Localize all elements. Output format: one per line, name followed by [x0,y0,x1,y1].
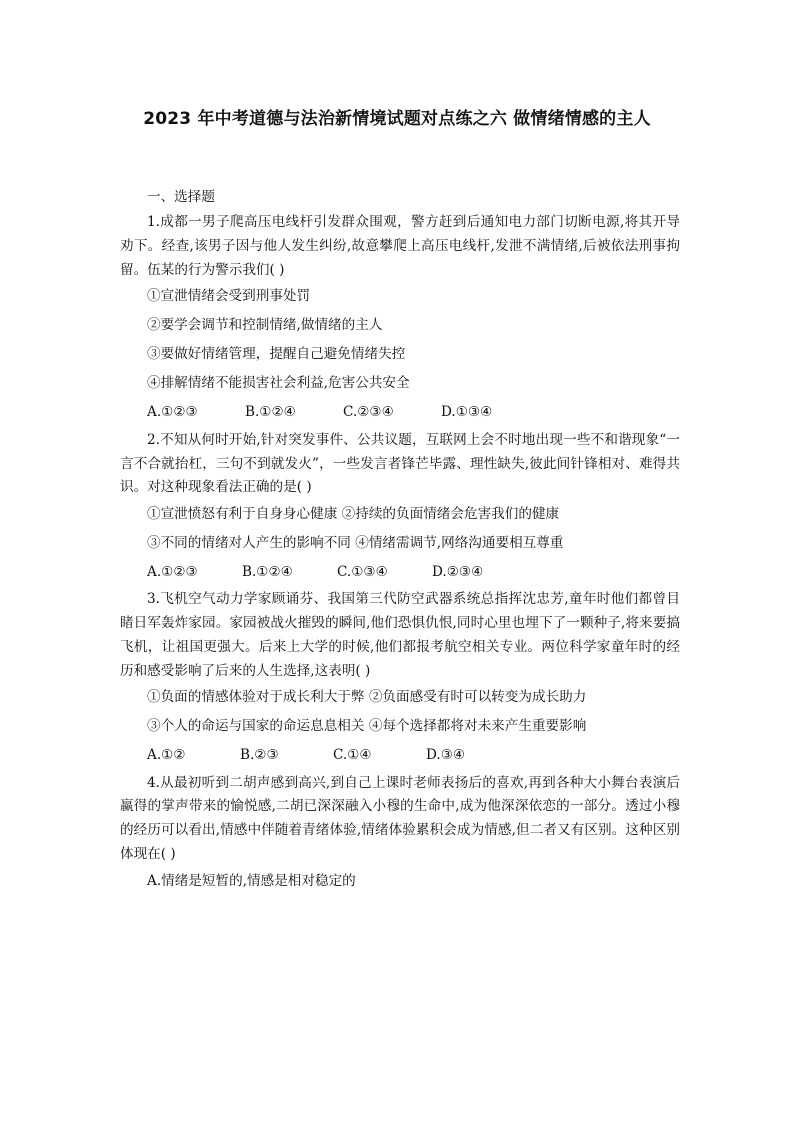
document-body [120,186,680,896]
question-stem: 3.飞机空气动力学家顾诵芬、我国第三代防空武器系统总指挥沈忠芳,童年时他们都曾目睹日军轰炸家园。家园被战火摧毁的瞬间,他们恐惧仇恨,同时心里也埋下了一颗种子,将来要搞飞机，让祖国更强大。后来上大学的时候,他们都报考航空相关专业。两位科学家童年时的经历和感受影响了后来的人生选择,这表明( ) [120,591,680,679]
statement: ①负面的情感体验对于成长利大于弊 ②负面感受有时可以转变为成长助力 [147,689,587,706]
statement: ②要学会调节和控制情绪,做情绪的主人 [147,317,383,334]
choice-a: A.情绪是短暂的,情感是相对稳定的 [147,872,356,889]
choice-b: B.①②④ [245,404,296,421]
statement: ④排解情绪不能损害社会利益,危害公共安全 [147,375,410,392]
question-4 [120,772,680,896]
statement: ①宣泄愤怒有利于自身身心健康 ②持续的负面情绪会危害我们的健康 [147,505,560,522]
statement: ③个人的命运与国家的命运息息相关 ④每个选择都将对未来产生重要影响 [147,718,587,735]
choice-a: A.①②③ [147,563,198,580]
statement: ①宣泄情绪会受到刑事处罚 [147,288,311,305]
choice-a: A.①② [147,747,186,764]
choice-c: C.②③④ [343,404,394,421]
choice-c: C.①③④ [337,563,388,580]
answer-choices [120,398,680,427]
question-stem: 4.从最初听到二胡声感到高兴,到自己上课时老师表扬后的喜欢,再到各种大小舞台表演后赢得的掌声带来的愉悦感,二胡已深深融入小穆的生命中,成为他深深依恋的一部分。透过小穆的经历可以看出,情感中伴随着青绪体验,情绪体验累积会成为情感,但二者又有区别。这种区别体现在( ) [120,774,680,862]
question-2 [120,429,680,587]
page-title: 2023 年中考道德与法治新情境试题对点练之六 做情绪情感的主人 [143,109,651,129]
question-stem: 2.不知从何时开始,针对突发事件、公共议题，互联网上会不时地出现一些不和谐现象“一言不合就抬杠，三句不到就发火”，一些发言者锋芒毕露、理性缺失,彼此间针锋相对、难得共识。对这种现象看法正确的是( ) [120,431,680,496]
choice-c: C.①④ [333,747,372,764]
choice-b: B.①②④ [242,563,293,580]
section-heading: 一、选择题 [147,189,215,205]
question-stem: 1.成都一男子爬高压电线杆引发群众围观，警方赶到后通知电力部门切断电源,将其开导劝下。经查,该男子因与他人发生纠纷,故意攀爬上高压电线杆,发泄不满情绪,后被依法刑事拘留。伍某的行为警示我们( ) [120,214,680,278]
answer-choices [120,741,680,770]
choice-b: B.②③ [240,747,279,764]
choice-d: D.②③④ [432,563,484,580]
statement: ③不同的情绪对人产生的影响不同 ④情绪需调节,网络沟通要相互尊重 [147,534,564,551]
choice-d: D.①③④ [441,404,493,421]
choice-a: A.①②③ [147,404,198,421]
question-1 [120,211,680,427]
choice-d: D.③④ [426,747,466,764]
question-3 [120,588,680,770]
statement: ③要做好情绪管理，提醒自己避免情绪失控 [147,346,406,363]
answer-choices [120,558,680,587]
